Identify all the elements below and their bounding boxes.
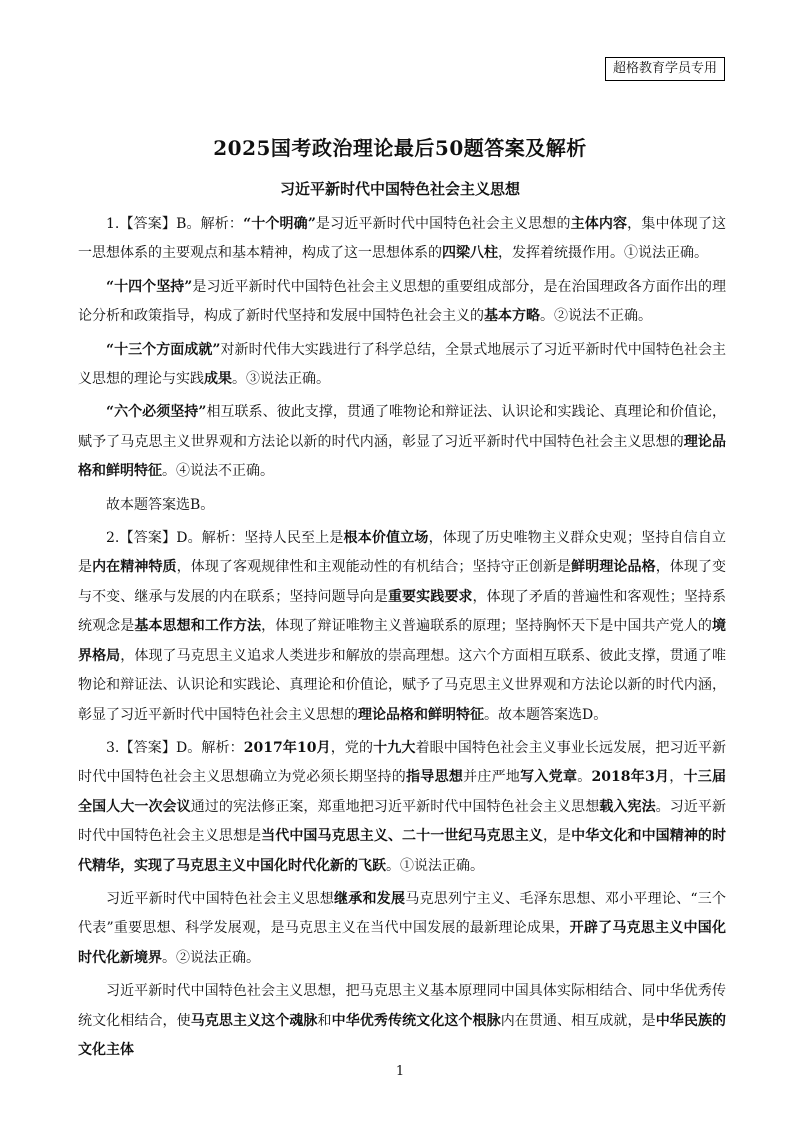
text-run: ，体现了历史唯物主义群众史观；坚持自信自立是 — [78, 530, 727, 576]
bold-term: 境界格局 — [78, 618, 727, 664]
bold-term: 十三届全国人大一次会议 — [78, 769, 727, 815]
text-run: ，体现了变与不变、继承与发展的内在联系；坚持问题导向是 — [78, 559, 727, 605]
bold-term: 鲜明理论品格 — [571, 559, 656, 576]
bold-term: 马克思主义这个魂脉 — [190, 1012, 318, 1029]
text-run: ，是 — [542, 828, 572, 845]
bold-term: 写入党章 — [520, 769, 578, 786]
text-run: ，集中体现了这一思想体系的主要观点和基本精神，构成了这一思想体系的 — [78, 216, 727, 262]
bold-term: 根本价值立场 — [343, 530, 429, 547]
bold-term: 继承和发展 — [334, 890, 406, 907]
text-run: 内在贯通、相互成就，是 — [500, 1012, 656, 1029]
text-run: 习近平新时代中国特色社会主义思想 — [106, 890, 335, 907]
text-run: 相互联系、彼此支撑，贯通了唯物论和辩证法、认识论和实践论、真理论和价值论，赋予了马克思主义世界观和方法论以新的时代内涵，彰显了习近平新时代中国特色社会主义思想的 — [78, 404, 726, 450]
text-run: ， — [669, 769, 684, 786]
bold-term: 2017年10月 — [243, 739, 331, 756]
bold-term: 基本思想和工作方法 — [134, 618, 262, 635]
text-run: 着眼中国特色社会主义事业长远发展，把习近平新时代中国特色社会主义思想确立为党必须长期坚持的 — [78, 739, 727, 786]
bold-term: 十九大 — [373, 739, 416, 756]
paragraph — [78, 336, 726, 395]
text-run: 对新时代伟大实践进行了科学总结，全景式地展示了习近平新时代中国特色社会主义思想的理论与实践 — [78, 341, 726, 388]
text-run: 并庄严地 — [463, 769, 521, 786]
text-run: 通过的宪法修正案，郑重地把习近平新时代中国特色社会主义思想 — [190, 798, 600, 815]
text-run: ，体现了马克思主义追求人类进步和解放的崇高理想。这六个方面相互联系、彼此支撑，贯通了唯物论和辩证法、认识论和实践论、真理论和价值论，赋予了马克思主义世界观和方法论以新的时代内涵，彰显了习近平新时代中国特色社会主义思想的 — [78, 647, 727, 723]
bold-term: 中华民族的文化主体 — [78, 1012, 727, 1058]
bold-term: 指导思想 — [406, 769, 464, 786]
text-run: 1.【答案】B。解析： — [106, 216, 244, 232]
page-number: 1 — [395, 1064, 405, 1079]
bold-term: 当代中国马克思主义、二十一世纪马克思主义 — [261, 828, 543, 845]
paragraph — [78, 398, 726, 486]
answer-content — [78, 210, 726, 1069]
bold-term: “六个必须坚持” — [106, 404, 207, 421]
text-run: 是习近平新时代中国特色社会主义思想的重要组成部分，是在治国理政各方面作出的理论分析和政策指导，构成了新时代坚持和发展中国特色社会主义的 — [78, 278, 727, 325]
text-run: 是习近平新时代中国特色社会主义思想的 — [315, 216, 571, 232]
student-only-stamp: 超格教育学员专用 — [605, 57, 725, 81]
paragraph — [78, 885, 726, 973]
bold-term: 内在精神特质 — [92, 559, 177, 576]
paragraph — [78, 977, 726, 1065]
text-run: 。②说法不正确。 — [540, 308, 652, 325]
paragraph — [78, 273, 726, 332]
text-run: 和 — [317, 1012, 332, 1029]
text-run: ，体现了客观规律性和主观能动性的有机结合；坚持守正创新是 — [176, 559, 572, 576]
text-run: ，体现了矛盾的普遍性和客观性；坚持系统观念是 — [78, 588, 727, 635]
text-run: ，体现了辩证唯物主义普遍联系的原理；坚持胸怀天下是中国共产党人的 — [261, 618, 713, 635]
bold-term: “十四个坚持” — [106, 278, 193, 295]
bold-term: 理论品格和鲜明特征 — [78, 433, 727, 480]
bold-term: 中华文化和中国精神的时代精华，实现了马克思主义中国化时代化新的飞跃 — [78, 828, 727, 874]
bold-term: 重要实践要求 — [387, 588, 473, 605]
bold-term: 主体内容 — [570, 216, 628, 232]
text-run: ，发挥着统摄作用。①说法正确。 — [498, 245, 708, 262]
paragraph — [78, 524, 726, 730]
text-run: ，党的 — [330, 739, 374, 756]
bold-term: 开辟了马克思主义中国化时代化新境界 — [78, 920, 727, 966]
bold-term: 成果 — [204, 371, 232, 388]
text-run: 2.【答案】D。解析：坚持人民至上是 — [106, 530, 344, 547]
bold-term: 中华优秀传统文化这个根脉 — [331, 1012, 501, 1029]
bold-term: 四梁八柱 — [442, 245, 498, 262]
text-run: 3.【答案】D。解析： — [106, 739, 244, 756]
paragraph — [78, 210, 726, 269]
page-title: 2025国考政治理论最后50题答案及解析 — [213, 136, 587, 160]
paragraph — [78, 491, 726, 520]
text-run: 习近平新时代中国特色社会主义思想，把马克思主义基本原理同中国具体实际相结合、同中华优秀传统文化相结合，使 — [78, 983, 726, 1029]
text-run: 。④说法不正确。 — [162, 463, 274, 480]
bold-term: “十三个方面成就” — [106, 341, 221, 358]
bold-term: 理论品格和鲜明特征 — [358, 706, 484, 723]
bold-term: 基本方略 — [484, 308, 540, 325]
text-run: 马克思列宁主义、毛泽东思想、邓小平理论、“三个代表”重要思想、科学发展观，是马克思主义在当代中国发展的最新理论成果， — [78, 890, 727, 937]
paragraph — [78, 734, 726, 881]
text-run: 故本题答案选B。 — [106, 496, 215, 513]
text-run: 。故本题答案选D。 — [484, 706, 608, 723]
section-subtitle: 习近平新时代中国特色社会主义思想 — [279, 180, 520, 198]
text-run: 。③说法正确。 — [232, 371, 330, 388]
text-run: 。 — [577, 769, 592, 786]
text-run: 。习近平新时代中国特色社会主义思想是 — [78, 798, 727, 845]
bold-term: 2018年3月 — [591, 769, 670, 786]
text-run: 。①说法正确。 — [386, 857, 484, 874]
bold-term: 载入宪法 — [599, 798, 656, 815]
bold-term: “十个明确” — [243, 216, 316, 232]
text-run: 。②说法正确。 — [162, 949, 260, 966]
